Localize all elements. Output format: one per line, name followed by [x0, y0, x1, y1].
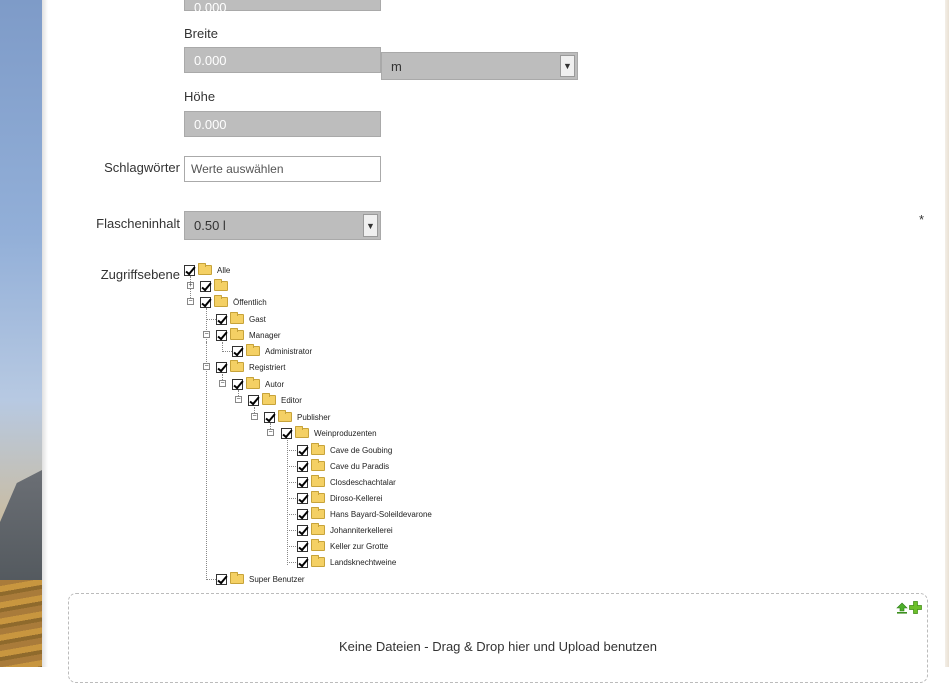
schlagwoerter-placeholder: Werte auswählen [191, 162, 284, 176]
checkbox-checked[interactable] [184, 265, 195, 276]
background-vineyard [0, 580, 42, 667]
hoehe-label: Höhe [184, 89, 216, 104]
tree-node-unnamed[interactable] [200, 279, 233, 293]
right-edge [945, 0, 949, 667]
folder-icon [311, 525, 325, 535]
checkbox-checked[interactable] [297, 541, 308, 552]
tree-node-label: Editor [281, 395, 302, 405]
tree-node-super-benutzer[interactable] [216, 572, 305, 586]
folder-icon [311, 445, 325, 455]
tree-node-label: Super Benutzer [249, 574, 305, 584]
flascheninhalt-label: Flascheninhalt [96, 216, 180, 231]
checkbox-checked[interactable] [297, 525, 308, 536]
access-level-tree [184, 262, 484, 592]
checkbox-checked[interactable] [281, 428, 292, 439]
checkbox-checked[interactable] [232, 379, 243, 390]
folder-icon [230, 330, 244, 340]
tree-connector [287, 482, 296, 483]
tree-node-registriert[interactable] [216, 360, 285, 374]
checkbox-checked[interactable] [216, 362, 227, 373]
tree-node-closdeschachtalar[interactable] [297, 475, 396, 489]
tree-node-weinproduzenten[interactable] [281, 426, 377, 440]
tree-node-autor[interactable] [232, 377, 284, 391]
tree-node-diroso-kellerei[interactable] [297, 491, 382, 505]
checkbox-checked[interactable] [216, 330, 227, 341]
tree-node-cave-de-goubing[interactable] [297, 443, 392, 457]
tree-node-publisher[interactable] [264, 410, 330, 424]
hoehe-value: 0.000 [194, 116, 227, 132]
folder-icon [198, 265, 212, 275]
tree-connector [287, 514, 296, 515]
tree-connector [287, 530, 296, 531]
folder-icon [230, 362, 244, 372]
tree-expand-icon[interactable]: + [188, 282, 193, 289]
tree-node-label: Publisher [297, 412, 331, 422]
unit-selected: m [391, 58, 402, 74]
unit-select[interactable] [381, 52, 578, 80]
checkbox-checked[interactable] [297, 509, 308, 520]
checkbox-checked[interactable] [216, 574, 227, 585]
folder-icon [214, 281, 228, 291]
folder-icon [230, 314, 244, 324]
folder-icon [278, 412, 292, 422]
tree-node-label: Administrator [265, 346, 313, 356]
content-shadow [42, 0, 48, 667]
tree-node-label: Autor [265, 379, 285, 389]
folder-icon [311, 541, 325, 551]
tree-node-administrator[interactable] [232, 344, 312, 358]
tree-connector [287, 450, 296, 451]
folder-icon [262, 395, 276, 405]
checkbox-checked[interactable] [297, 477, 308, 488]
tree-connector [287, 498, 296, 499]
tree-collapse-icon[interactable]: − [268, 429, 273, 436]
tree-node-johanniterkellerei[interactable] [297, 523, 393, 537]
tree-node-landsknechtweine[interactable] [297, 555, 396, 569]
tree-node-label: Öffentlich [233, 297, 267, 307]
folder-icon [246, 346, 260, 356]
tree-node-label: Cave du Paradis [330, 461, 390, 471]
folder-icon [311, 477, 325, 487]
tree-node-label: Alle [217, 265, 231, 275]
folder-icon [311, 557, 325, 567]
checkbox-checked[interactable] [200, 297, 211, 308]
tree-connector [287, 562, 296, 563]
tree-node-label: Registriert [249, 362, 286, 372]
tree-node-label: Diroso-Kellerei [330, 493, 383, 503]
tree-node-label: Closdeschachtalar [330, 477, 396, 487]
tree-node-label: Keller zur Grotte [330, 541, 389, 551]
tree-node-gast[interactable] [216, 312, 266, 326]
tree-node-label: Landsknechtweine [330, 557, 397, 567]
checkbox-checked[interactable] [297, 461, 308, 472]
tree-node-cave-du-paradis[interactable] [297, 459, 389, 473]
checkbox-checked[interactable] [200, 281, 211, 292]
tree-collapse-icon[interactable]: − [220, 380, 225, 387]
upload-arrow-icon[interactable] [896, 602, 908, 614]
tree-node-label: Cave de Goubing [330, 445, 393, 455]
checkbox-checked[interactable] [297, 445, 308, 456]
checkbox-checked[interactable] [297, 557, 308, 568]
folder-icon [311, 493, 325, 503]
tree-node-alle[interactable] [184, 263, 230, 277]
tree-collapse-icon[interactable]: − [236, 396, 241, 403]
folder-icon [214, 297, 228, 307]
tree-node-manager[interactable] [216, 328, 281, 342]
folder-icon [246, 379, 260, 389]
schlagwoerter-label: Schlagwörter [104, 160, 180, 175]
file-dropzone[interactable] [68, 593, 928, 683]
top-value-text: 0.000 [194, 0, 227, 15]
checkbox-checked[interactable] [232, 346, 243, 357]
hoehe-input[interactable] [184, 111, 381, 137]
folder-icon [311, 509, 325, 519]
tree-node-label: Johanniterkellerei [330, 525, 393, 535]
plus-icon[interactable] [909, 601, 922, 614]
breite-value: 0.000 [194, 52, 227, 68]
tree-connector [206, 342, 207, 350]
schlagwoerter-input[interactable] [184, 156, 381, 182]
tree-connector [287, 466, 296, 467]
tree-connector [222, 342, 223, 350]
flascheninhalt-select[interactable] [184, 211, 381, 240]
chevron-down-icon[interactable]: ▼ [363, 214, 378, 237]
folder-icon [230, 574, 244, 584]
tree-collapse-icon[interactable]: − [204, 363, 209, 370]
tree-node-editor[interactable] [248, 393, 302, 407]
checkbox-checked[interactable] [264, 412, 275, 423]
tree-connector [222, 351, 232, 352]
breite-input[interactable] [184, 47, 381, 73]
tree-node-keller-zur-grotte[interactable] [297, 539, 388, 553]
tree-node-label: Gast [249, 314, 266, 324]
required-marker: * [919, 212, 925, 227]
checkbox-checked[interactable] [248, 395, 259, 406]
flascheninhalt-selected: 0.50 l [194, 218, 226, 233]
top-value-field[interactable] [184, 0, 381, 15]
tree-node-label: Hans Bayard-Soleildevarone [330, 509, 432, 519]
tree-node-label: Manager [249, 330, 281, 340]
chevron-down-icon[interactable]: ▼ [560, 55, 575, 77]
breite-label: Breite [184, 26, 218, 41]
tree-node-hans-bayard[interactable] [297, 507, 432, 521]
tree-collapse-icon[interactable]: − [188, 298, 193, 305]
tree-connector [287, 546, 296, 547]
checkbox-checked[interactable] [216, 314, 227, 325]
tree-collapse-icon[interactable]: − [204, 331, 209, 338]
folder-icon [311, 461, 325, 471]
zugriffsebene-label: Zugriffsebene [100, 267, 180, 282]
tree-collapse-icon[interactable]: − [252, 413, 257, 420]
checkbox-checked[interactable] [297, 493, 308, 504]
folder-icon [295, 428, 309, 438]
dropzone-text: Keine Dateien - Drag & Drop hier und Upload benutzen [339, 639, 657, 654]
tree-node-label: Weinproduzenten [314, 428, 377, 438]
tree-connector [206, 579, 216, 580]
tree-connector [206, 319, 216, 320]
tree-node-oeffentlich[interactable] [200, 295, 267, 309]
